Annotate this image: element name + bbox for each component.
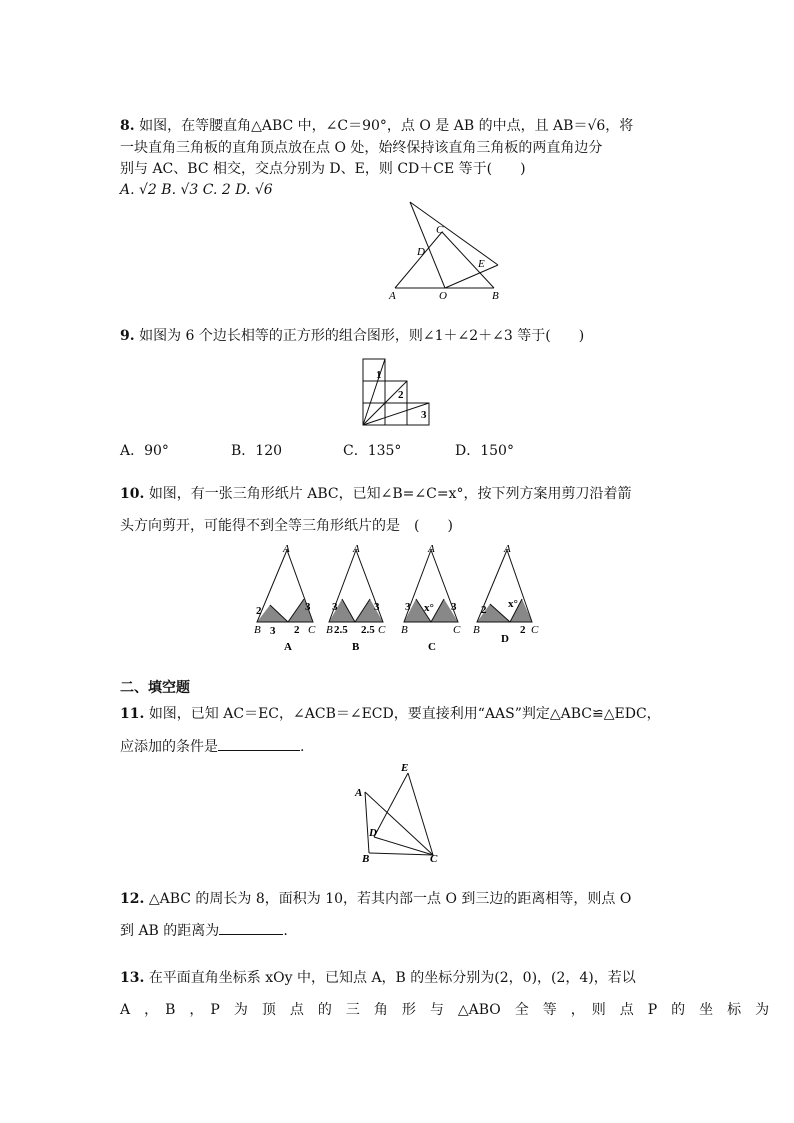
q10-figure-a	[252, 541, 324, 653]
q8-line3: 别与 AC、BC 相交，交点分别为 D、E，则 CD＋CE 等于( )	[120, 161, 526, 177]
q13-line2: A ， B ， P 为 顶 点 的 三 角 形 与 △ABO 全 等 ， 则 点 P 的 坐 标 为	[120, 1002, 770, 1018]
q10-line1	[120, 484, 631, 504]
q13-number: 13.	[120, 970, 145, 986]
q10d-caption: D	[501, 633, 509, 645]
q10-figure-c	[398, 541, 468, 653]
q10c-caption: C	[428, 641, 436, 653]
q10a-label-A: A	[283, 543, 290, 555]
q9-option-d: D．150°	[455, 443, 514, 459]
q10-text-1: 如图，有一张三角形纸片 ABC，已知∠B=∠C=x°，按下列方案用剪刀沿着箭	[148, 486, 632, 502]
q10b-side-left: 3	[332, 601, 338, 613]
q8-label-D: D	[417, 246, 425, 258]
q10-number: 10.	[120, 486, 145, 502]
q10a-label-C: C	[308, 624, 316, 636]
q10d-label-A: A	[504, 543, 511, 555]
q10d-angle: x°	[508, 598, 518, 610]
q9-figure	[358, 356, 438, 430]
q13-line1	[120, 968, 636, 988]
q11-line2	[120, 736, 304, 757]
q11-number: 11.	[120, 706, 145, 722]
q8-line2: 一块直角三角板的直角顶点放在点 O 处，始终保持该直角三角板的两直角边分	[120, 140, 603, 156]
q10c-angle: x°	[424, 602, 434, 614]
q10b-label-B: B	[326, 624, 333, 636]
q9-option-b: B．120	[231, 443, 283, 459]
q11-period: .	[300, 739, 305, 755]
q10-figure-b	[324, 541, 394, 653]
q10d-base-right: 2	[520, 624, 526, 636]
q11-label-D: D	[369, 827, 377, 839]
q10-figure-d	[470, 541, 542, 653]
q8-label-B: B	[492, 290, 499, 302]
q10a-base-left: 3	[270, 625, 276, 637]
q10b-label-C: C	[378, 624, 386, 636]
q10a-label-B: B	[254, 624, 261, 636]
q10-line2: 头方向剪开，可能得不到全等三角形纸片的是 ( )	[120, 518, 453, 534]
q9-angle-3: 3	[421, 409, 427, 421]
q10c-label-B: B	[401, 624, 408, 636]
q11-answer-blank[interactable]	[218, 736, 300, 751]
q10d-side-left: 2	[481, 604, 487, 616]
q8-label-O: O	[439, 290, 447, 302]
q9-option-c: C．135°	[343, 443, 402, 459]
q10b-base-left: 2.5	[334, 624, 348, 636]
q8-label-C: C	[436, 224, 444, 236]
q10c-label-A: A	[428, 543, 435, 555]
q8-label-E: E	[478, 258, 485, 270]
q13-text-1: 在平面直角坐标系 xOy 中，已知点 A，B 的坐标分别为(2，0)，(2，4)，若以	[148, 970, 636, 986]
q8-figure	[380, 196, 510, 302]
q9-option-a: A．90°	[120, 443, 169, 459]
q11-figure	[352, 758, 444, 868]
q8-options: A. √2 B. √3 C. 2 D. √6	[120, 182, 273, 198]
q11-text-1: 如图，已知 AC＝EC，∠ACB＝∠ECD，要直接利用“AAS”判定△ABC≌△EDC，	[148, 706, 661, 722]
q10b-base-right: 2.5	[361, 624, 375, 636]
q10a-base-right: 2	[294, 624, 300, 636]
q10b-side-right: 3	[374, 601, 380, 613]
q11-text-2: 应添加的条件是	[120, 739, 218, 755]
q12-line1	[120, 889, 631, 909]
q11-label-E: E	[401, 762, 409, 774]
q10a-side-left: 2	[256, 605, 262, 617]
section-title: 二、填空题	[120, 680, 190, 696]
q9-angle-2: 2	[398, 389, 404, 401]
q10c-label-C: C	[453, 624, 461, 636]
q10d-label-C: C	[531, 624, 539, 636]
q8-number: 8.	[120, 118, 135, 134]
q11-label-A: A	[355, 787, 363, 799]
q11-label-C: C	[430, 853, 438, 865]
q9-angle-1: 1	[376, 369, 382, 381]
q11-label-B: B	[362, 853, 370, 865]
q8-label-A: A	[389, 290, 396, 302]
q10a-caption: A	[284, 641, 292, 653]
q10b-caption: B	[352, 641, 360, 653]
q12-period: .	[283, 923, 288, 939]
q10c-side-left: 3	[405, 601, 411, 613]
q9-number: 9.	[120, 328, 135, 344]
q10d-label-B: B	[473, 624, 480, 636]
q8-text-1: 如图，在等腰直角△ABC 中，∠C＝90°，点 O 是 AB 的中点，且 AB＝√6，将	[139, 118, 634, 134]
q10b-label-A: A	[353, 543, 360, 555]
q9-line	[120, 326, 584, 346]
q12-text-2: 到 AB 的距离为	[120, 923, 220, 939]
q9-text: 如图为 6 个边长相等的正方形的组合图形，则∠1＋∠2＋∠3 等于( )	[139, 328, 585, 344]
q11-line1	[120, 704, 661, 724]
q12-text-1: △ABC 的周长为 8，面积为 10，若其内部一点 O 到三边的距离相等，则点 O	[148, 891, 632, 907]
q12-line2	[120, 920, 288, 941]
q12-number: 12.	[120, 891, 145, 907]
q8-line1	[120, 116, 633, 136]
q10a-side-right: 3	[305, 601, 311, 613]
q9-options	[120, 441, 514, 461]
q10c-side-right: 3	[451, 601, 457, 613]
q12-answer-blank[interactable]	[219, 920, 283, 935]
